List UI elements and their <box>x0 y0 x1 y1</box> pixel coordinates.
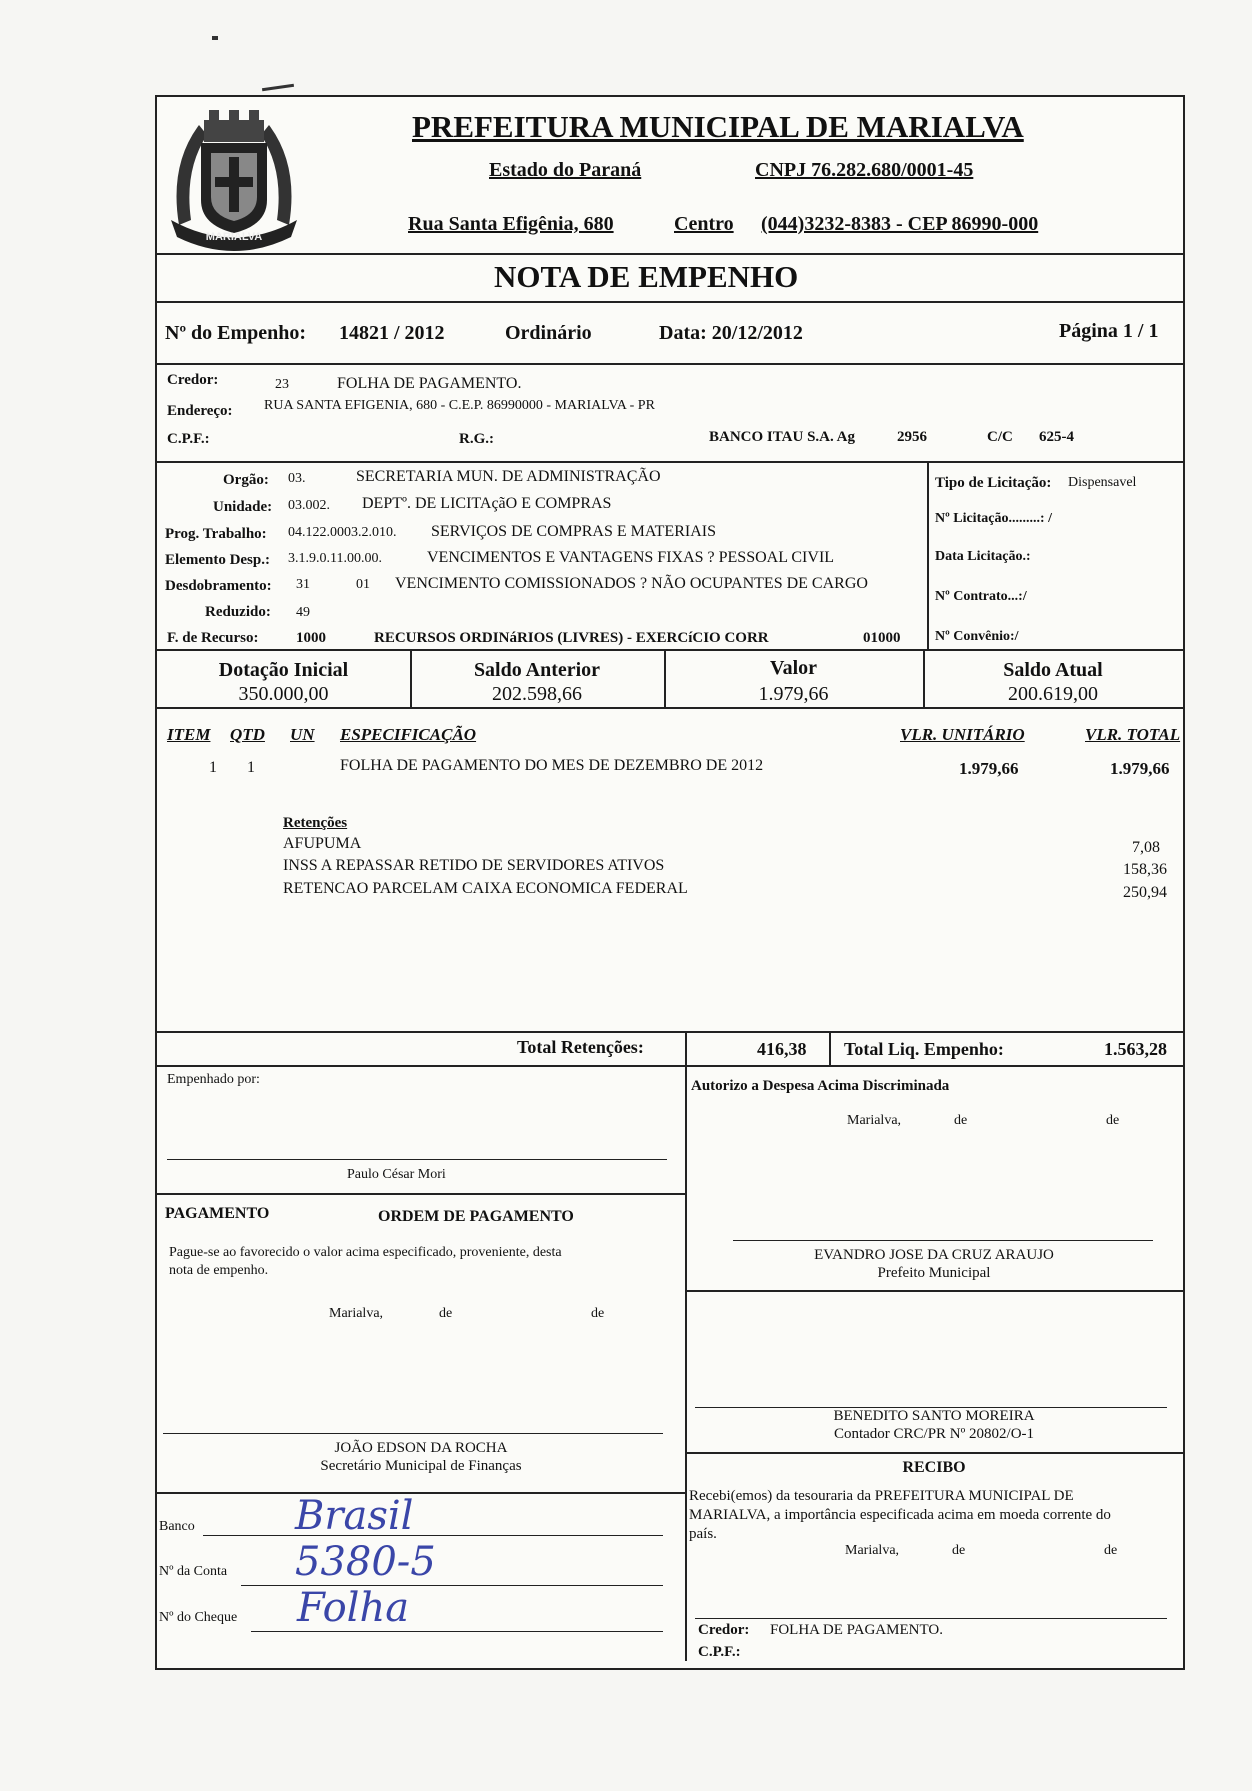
elem-code: 3.1.9.0.11.00.00. <box>288 551 382 566</box>
desd-name: VENCIMENTO COMISSIONADOS ? NÃO OCUPANTES DE CARGO <box>395 575 868 592</box>
balance-value: 202.598,66 <box>492 683 582 705</box>
conta-signature: 5380-5 <box>295 1539 436 1585</box>
autorizo-place: Marialva, <box>847 1113 902 1128</box>
empenho-number: 14821 / 2012 <box>339 322 445 344</box>
licitacao-date: Data Licitação.: <box>935 549 1031 564</box>
address-label: Endereço: <box>167 403 233 419</box>
divider <box>829 1031 831 1065</box>
total-liq-value: 1.563,28 <box>1104 1039 1167 1059</box>
divider <box>157 649 1183 651</box>
fonte-code2: 01000 <box>863 630 901 646</box>
total-liq-label: Total Liq. Empenho: <box>844 1039 1004 1059</box>
recibo-text: MARIALVA, a importância especificada acima em moeda corrente do <box>689 1507 1111 1523</box>
divider <box>157 461 1183 463</box>
tipo-licitacao: Dispensavel <box>1068 475 1137 490</box>
prog-name: SERVIÇOS DE COMPRAS E MATERIAIS <box>431 523 716 540</box>
secretario-name: JOÃO EDSON DA ROCHA <box>334 1440 508 1456</box>
signature-line <box>733 1240 1153 1241</box>
col-spec: ESPECIFICAÇÃO <box>340 725 477 744</box>
pagamento-text: Pague-se ao favorecido o valor acima especificado, proveniente, desta <box>169 1245 562 1260</box>
empenhado-name: Paulo César Mori <box>347 1167 446 1182</box>
contador-name: BENEDITO SANTO MOREIRA <box>833 1408 1035 1424</box>
retencao-value: 158,36 <box>1123 861 1167 878</box>
banco-line <box>203 1535 663 1536</box>
pagamento-text: nota de empenho. <box>169 1263 269 1278</box>
cheque-line <box>251 1631 663 1632</box>
elem-name: VENCIMENTOS E VANTAGENS FIXAS ? PESSOAL CIVIL <box>427 549 835 566</box>
autorizo-de: de <box>1106 1113 1120 1128</box>
banco-signature: Brasil <box>295 1493 414 1539</box>
divider <box>685 1031 687 1661</box>
total-retencoes-label: Total Retenções: <box>517 1037 644 1057</box>
desd-label: Desdobramento: <box>165 578 272 594</box>
header-state: Estado do Paraná <box>489 159 642 181</box>
header-phone-cep: (044)3232-8383 - CEP 86990-000 <box>761 213 1039 235</box>
municipal-seal-icon <box>159 105 309 255</box>
credor-address: RUA SANTA EFIGENIA, 680 - C.E.P. 86990000 - MARIALVA - PR <box>264 398 655 413</box>
seal-text: MARIALVA <box>205 231 263 243</box>
divider <box>927 461 929 649</box>
balance-label: Saldo Atual <box>1003 659 1103 681</box>
bank-agency: 2956 <box>897 429 927 445</box>
unidade-label: Unidade: <box>213 499 273 515</box>
divider <box>157 301 1183 303</box>
desd-code: 31 <box>296 577 310 592</box>
header-cnpj: CNPJ 76.282.680/0001-45 <box>755 159 974 181</box>
recibo-de: de <box>952 1543 966 1558</box>
balance-value: 1.979,66 <box>758 683 829 705</box>
retencao-name: AFUPUMA <box>283 835 362 852</box>
balance-value: 350.000,00 <box>238 683 329 705</box>
balance-label: Valor <box>769 657 818 679</box>
autorizo-de: de <box>954 1113 968 1128</box>
item-qtd: 1 <box>247 759 255 776</box>
prefeito-role: Prefeito Municipal <box>877 1265 991 1281</box>
item-total-value: 1.979,66 <box>1110 759 1170 778</box>
autorizo-title: Autorizo a Despesa Acima Discriminada <box>691 1078 950 1094</box>
recibo-cpf-label: C.P.F.: <box>698 1644 741 1660</box>
doc-title: NOTA DE EMPENHO <box>494 259 799 294</box>
cheque-signature: Folha <box>297 1585 410 1631</box>
cc-label: C/C <box>987 429 1013 445</box>
signature-line <box>167 1159 667 1160</box>
col-total-value: VLR. TOTAL <box>1085 725 1181 744</box>
empenho-date: Data: 20/12/2012 <box>659 322 803 344</box>
total-retencoes-value: 416,38 <box>757 1039 807 1059</box>
nota-empenho-form <box>155 95 1185 1670</box>
cpf-label: C.P.F.: <box>167 431 210 447</box>
empenho-page: Página 1 / 1 <box>1059 320 1159 342</box>
divider <box>685 1452 1183 1454</box>
contador-role: Contador CRC/PR Nº 20802/O-1 <box>833 1426 1035 1442</box>
prog-code: 04.122.0003.2.010. <box>288 525 397 540</box>
recibo-credor: FOLHA DE PAGAMENTO. <box>770 1622 943 1638</box>
retencao-name: RETENCAO PARCELAM CAIXA ECONOMICA FEDERAL <box>283 880 688 897</box>
ordem-pagamento: ORDEM DE PAGAMENTO <box>378 1208 574 1225</box>
unidade-name: DEPTº. DE LICITAçãO E COMPRAS <box>362 495 612 512</box>
item-number: 1 <box>209 759 217 776</box>
empenhado-label: Empenhado por: <box>167 1072 260 1087</box>
red-code: 49 <box>296 605 310 620</box>
fonte-code: 1000 <box>296 630 326 646</box>
orgao-label: Orgão: <box>223 472 269 488</box>
signature-line <box>163 1433 663 1434</box>
header-address: Rua Santa Efigênia, 680 <box>408 213 614 235</box>
col-qtd: QTD <box>230 725 265 744</box>
rg-label: R.G.: <box>459 431 494 447</box>
recibo-title: RECIBO <box>902 1459 966 1476</box>
credor-name: FOLHA DE PAGAMENTO. <box>337 375 522 392</box>
desd-code2: 01 <box>356 577 370 592</box>
elem-label: Elemento Desp.: <box>165 552 270 568</box>
cheque-label: Nº do Cheque <box>159 1610 238 1625</box>
col-un: UN <box>290 725 315 744</box>
signature-line <box>695 1618 1167 1619</box>
credor-label: Credor: <box>167 372 219 388</box>
contrato-number: Nº Contrato...:/ <box>935 589 1027 604</box>
retencao-name: INSS A REPASSAR RETIDO DE SERVIDORES ATIVOS <box>283 857 665 874</box>
fonte-name: RECURSOS ORDINáRIOS (LIVRES) - EXERCíCIO CORR <box>374 630 769 646</box>
empenho-number-label: Nº do Empenho: <box>165 322 307 344</box>
divider <box>157 1492 685 1494</box>
recibo-place: Marialva, <box>845 1543 900 1558</box>
pagamento-de: de <box>591 1306 605 1321</box>
item-spec: FOLHA DE PAGAMENTO DO MES DE DEZEMBRO DE 2012 <box>340 757 764 774</box>
balance-value: 200.619,00 <box>1008 683 1098 705</box>
divider <box>157 1065 1183 1067</box>
cc-value: 625-4 <box>1039 429 1074 445</box>
header-title: PREFEITURA MUNICIPAL DE MARIALVA <box>412 109 1024 144</box>
balance-label: Dotação Inicial <box>218 659 349 681</box>
divider <box>157 1031 1183 1033</box>
licitacao-number: Nº Licitação.........: / <box>935 511 1052 526</box>
divider <box>157 1193 685 1195</box>
prefeito-name: EVANDRO JOSE DA CRUZ ARAUJO <box>814 1247 1054 1263</box>
balance-label: Saldo Anterior <box>473 659 601 681</box>
col-item: ITEM <box>167 725 211 744</box>
banco-label: Banco <box>159 1519 195 1534</box>
recibo-de: de <box>1104 1543 1118 1558</box>
col-unit-value: VLR. UNITÁRIO <box>900 725 1025 744</box>
convenio-number: Nº Convênio:/ <box>935 629 1019 644</box>
scan-mark <box>212 36 218 40</box>
recibo-credor-label: Credor: <box>698 1622 750 1638</box>
secretario-role: Secretário Municipal de Finanças <box>320 1458 522 1474</box>
bank-name: BANCO ITAU S.A. Ag <box>709 429 855 445</box>
scan-mark <box>262 84 294 91</box>
tipo-licitacao-label: Tipo de Licitação: <box>935 475 1052 491</box>
pagamento-label: PAGAMENTO <box>165 1205 270 1222</box>
pagamento-de: de <box>439 1306 453 1321</box>
retencao-value: 7,08 <box>1132 839 1160 856</box>
retencao-value: 250,94 <box>1123 884 1167 901</box>
recibo-text: Recebi(emos) da tesouraria da PREFEITURA MUNICIPAL DE <box>689 1488 1074 1504</box>
conta-label: Nº da Conta <box>159 1564 228 1579</box>
credor-code: 23 <box>275 377 289 392</box>
divider <box>157 363 1183 365</box>
divider <box>157 707 1183 709</box>
prog-label: Prog. Trabalho: <box>165 526 267 542</box>
fonte-label: F. de Recurso: <box>167 630 259 646</box>
orgao-name: SECRETARIA MUN. DE ADMINISTRAÇÃO <box>356 468 661 485</box>
recibo-text: país. <box>689 1526 717 1542</box>
divider <box>685 1290 1183 1292</box>
unidade-code: 03.002. <box>288 498 330 513</box>
red-label: Reduzido: <box>205 604 271 620</box>
item-unit-value: 1.979,66 <box>959 759 1019 778</box>
retencoes-title: Retenções <box>283 815 348 831</box>
empenho-type: Ordinário <box>505 322 592 344</box>
orgao-code: 03. <box>288 471 306 486</box>
header-district: Centro <box>674 213 734 235</box>
divider <box>157 253 1183 255</box>
pagamento-place: Marialva, <box>329 1306 384 1321</box>
